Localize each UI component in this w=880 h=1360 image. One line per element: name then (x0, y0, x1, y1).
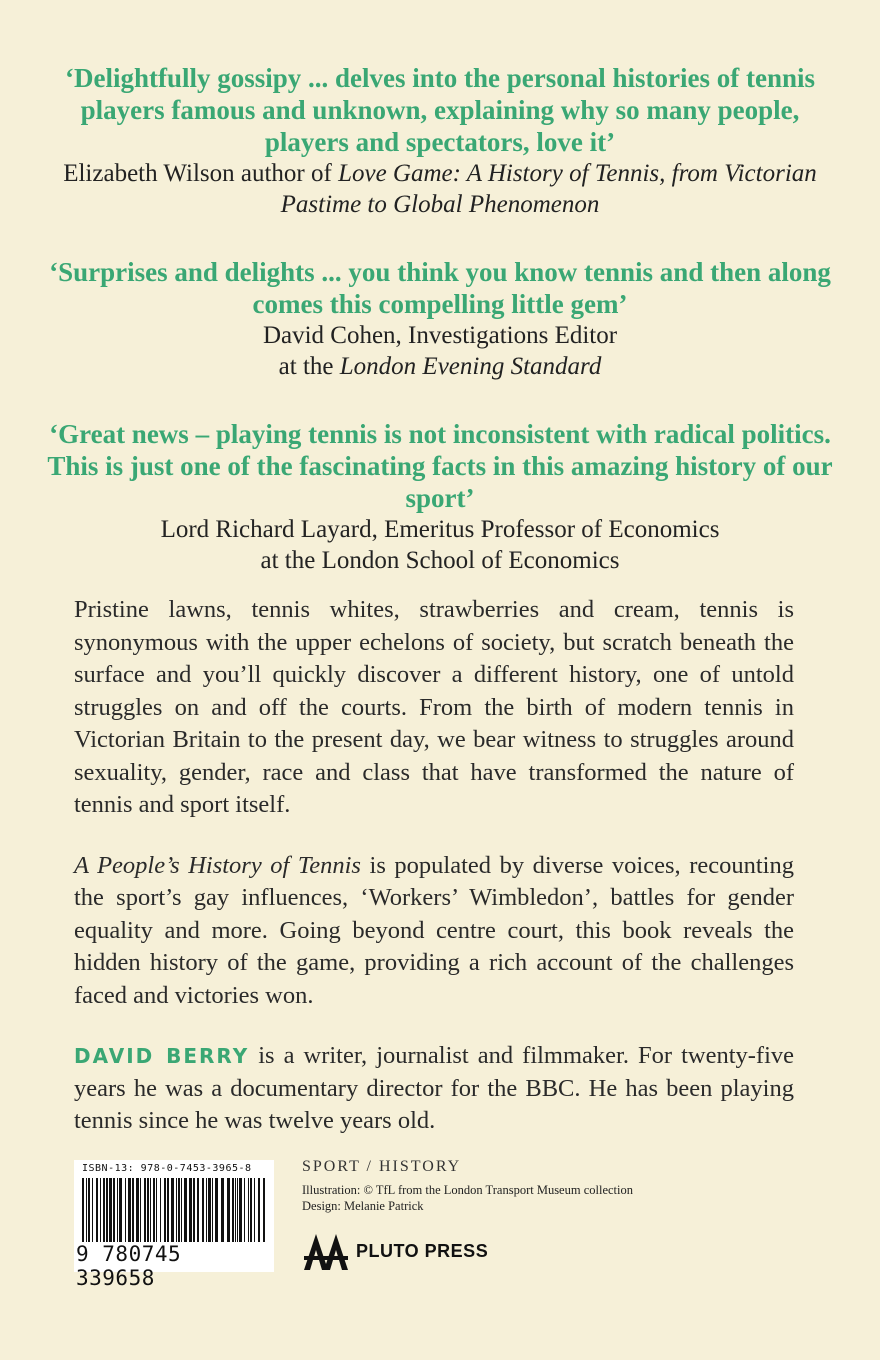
category-label: SPORT / HISTORY (302, 1158, 462, 1175)
illustration-credit: Illustration: © TfL from the London Transport Museum collection (302, 1183, 633, 1197)
quote-attribution: Elizabeth Wilson author of Love Game: A History of Tennis, from Victorian Pastime to Global Phenomenon (63, 160, 817, 218)
quote-attribution-line-2: at the London Evening Standard (278, 353, 602, 380)
isbn-digits: 9 780745 339658 (76, 1242, 182, 1290)
isbn-barcode (74, 1160, 274, 1290)
blurb (74, 594, 794, 1166)
blurb-paragraph-1: Pristine lawns, tennis whites, strawberries and cream, tennis is synonymous with the upper echelons of society, but scratch beneath the surface and you’ll quickly discover a different history, one of untold struggles on and off the courts. From the birth of modern tennis in Victorian Britain to the present day, we bear witness to struggles around sexuality, gender, race and class that have transformed the nature of tennis and sport itself. (74, 596, 794, 818)
quote-text: ‘Delightfully gossipy ... delves into the personal histories of tennis players famous and unknown, explaining why so many people, players and spectators, love it’ (64, 63, 816, 157)
design-credit: Design: Melanie Patrick (302, 1199, 424, 1213)
pluto-press-logo-icon (302, 1230, 352, 1272)
cover-metadata (302, 1158, 633, 1214)
author-bio: DAVID BERRY is a writer, journalist and filmmaker. For twenty-five years he was a documentary director for the BBC. He has been playing tennis since he was twelve years old. (74, 1042, 794, 1134)
endorsement-1 (40, 62, 840, 220)
blurb-paragraph-2: A People’s History of Tennis is populated by diverse voices, recounting the sport’s gay influences, ‘Workers’ Wimbledon’, battles for gender equality and more. Going beyond centre court, this book reveals the hidden history of the game, providing a rich account of the challenges faced and victories won. (74, 851, 794, 1009)
endorsement-3 (40, 418, 840, 576)
book-title: A People’s History of Tennis (74, 851, 361, 879)
quote-attribution: Lord Richard Layard, Emeritus Professor of Economics (160, 516, 720, 543)
quote-attribution: David Cohen, Investigations Editor (262, 322, 618, 349)
quote-text: ‘Great news – playing tennis is not inconsistent with radical politics. This is just one of the fascinating facts in this amazing history of our sport’ (47, 419, 833, 513)
publisher (302, 1230, 488, 1272)
quote-attribution-line-2: at the London School of Economics (260, 547, 620, 574)
endorsement-2 (40, 256, 840, 382)
isbn-label: ISBN-13: 978-0-7453-3965-8 (82, 1163, 252, 1174)
publisher-name: PLUTO PRESS (356, 1240, 489, 1261)
endorsements (40, 62, 840, 612)
quote-text: ‘Surprises and delights ... you think you know tennis and then along comes this compelling little gem’ (49, 257, 831, 319)
author-name: DAVID BERRY (74, 1044, 250, 1068)
barcode-bars (82, 1178, 266, 1242)
